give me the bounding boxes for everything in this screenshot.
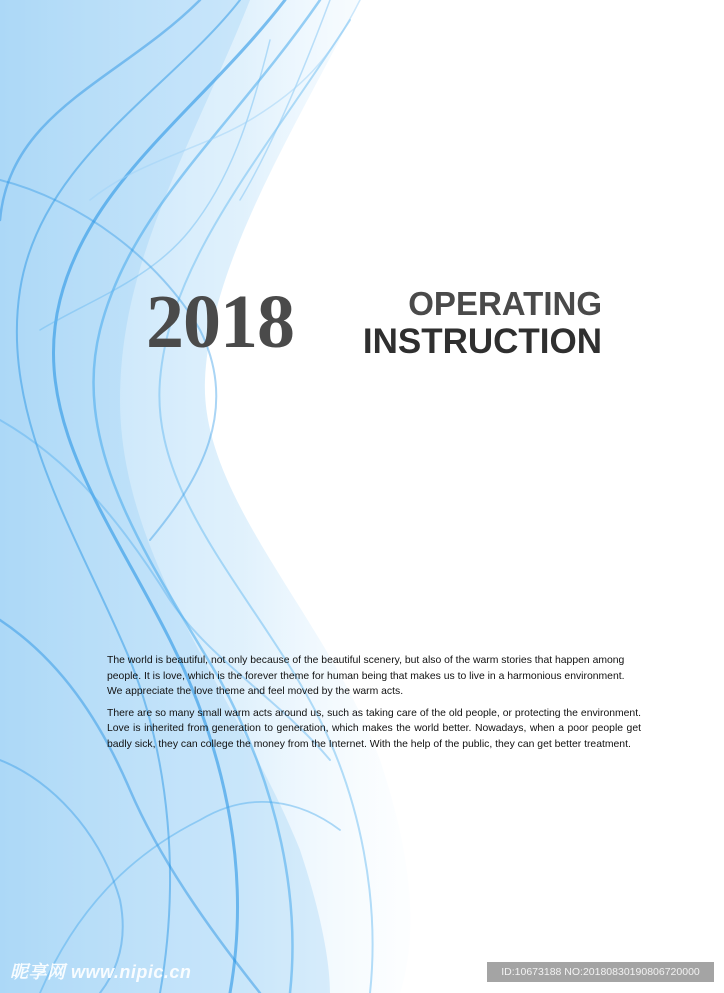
paragraph-1: The world is beautiful, not only because of the beautiful scenery, but also of the warm stories that happen among people. It is love, which is the forever theme for human being that makes us to live in a harmonious environment. We appreciate the love theme and feel moved by the warm acts. (107, 655, 625, 698)
site-watermark: 昵享网 www.nipic.cn (10, 962, 192, 982)
title-line-operating: OPERATING (408, 285, 602, 322)
paragraph-2: There are so many small warm acts around us, such as taking care of the old people, or protecting the environment. Love is inherited from generation to generation, which makes the world better. Nowadays, when a poor people get badly sick, they can college the money from the Internet. With the help of the public, they can get better treatment. (107, 707, 641, 750)
title-line-instruction: INSTRUCTION (362, 322, 602, 361)
cover-year: 2018 (146, 280, 294, 364)
image-id-bar: ID:10673188 NO:20180830190806720000 (487, 962, 714, 982)
cover-title (363, 286, 602, 362)
body-text (107, 653, 641, 759)
